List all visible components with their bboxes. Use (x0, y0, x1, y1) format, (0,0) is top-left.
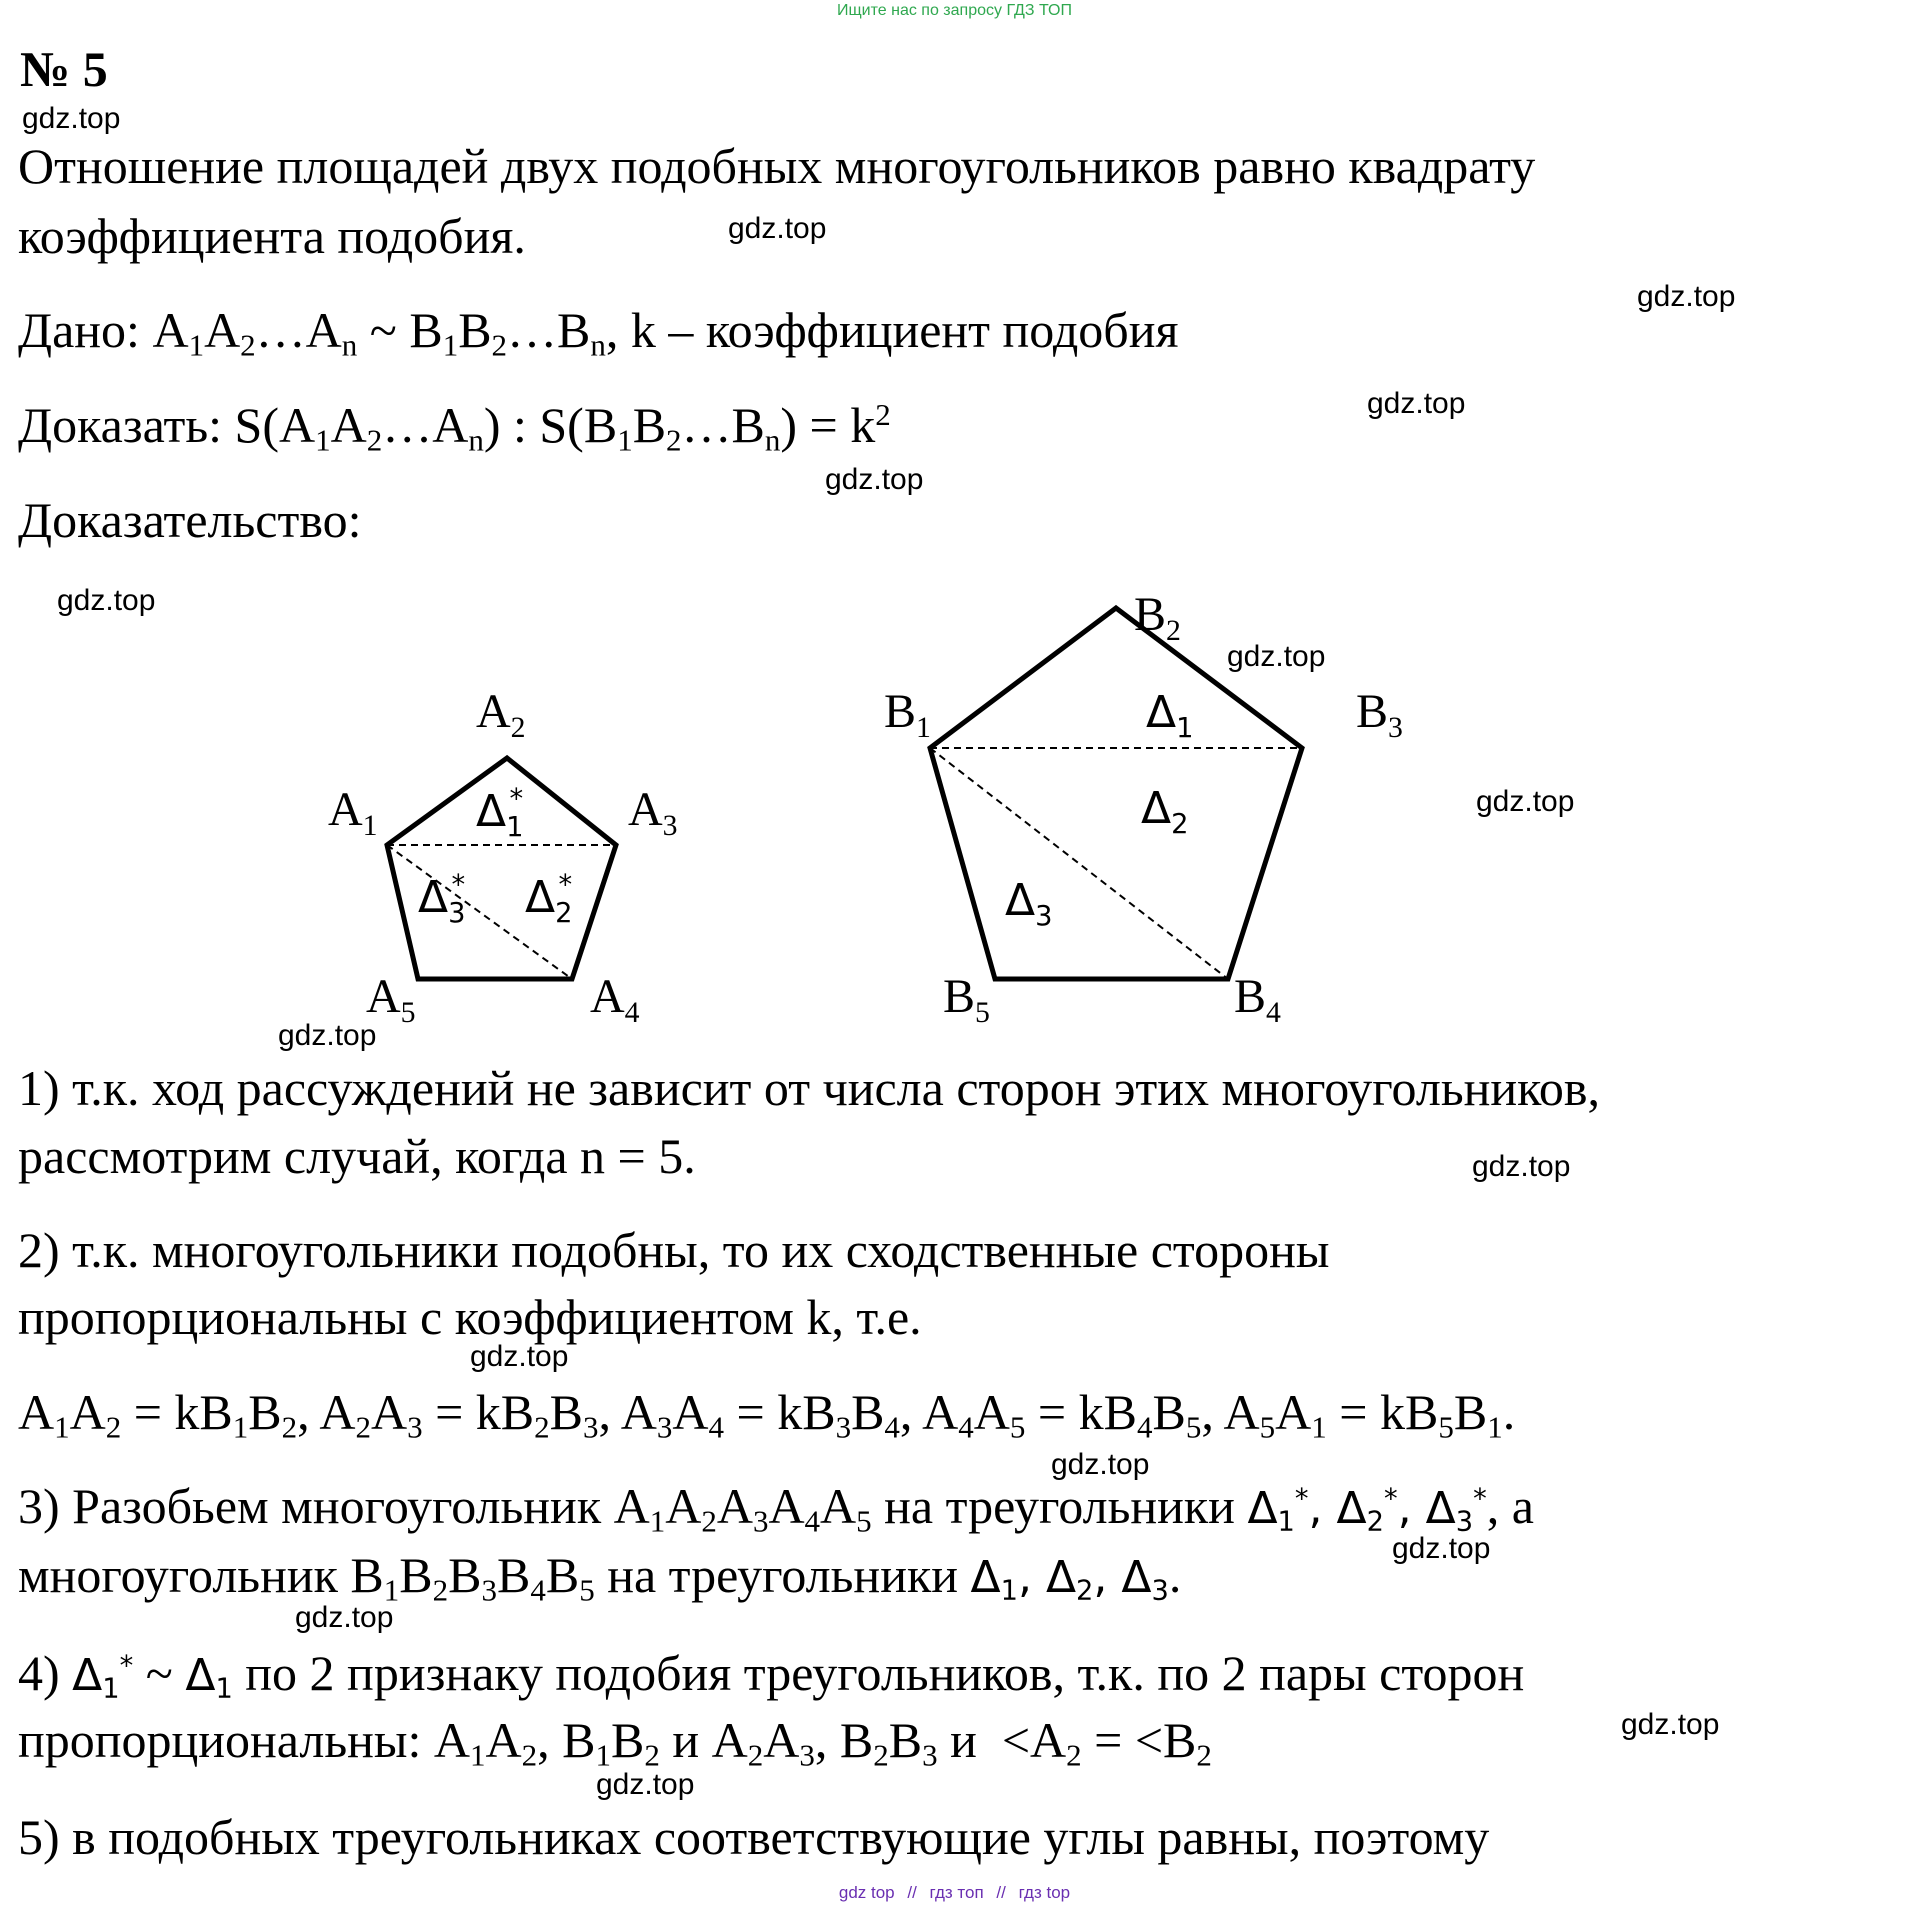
step-3-text-d: на треугольники (607, 1547, 958, 1603)
watermark: gdz.top (1367, 387, 1466, 420)
footer-separator: // (907, 1883, 917, 1902)
step-3-line-2: многоугольник $B_1B_2B_3B_4B_5$ на треугольники $\Delta_1$, $\Delta_2$, $\Delta_3$. (18, 1547, 1182, 1608)
sides-equation: $A_1A_2 = kB_1B_2$, $A_2A_3 = kB_2B_3$, $A_3A_4 = kB_3B_4$, $A_4A_5 = kB_4B_5$, $A_5A_1 = kB_5B_1$. (18, 1384, 1516, 1445)
watermark: gdz.top (57, 584, 156, 617)
label-a4: $A_4$ (590, 970, 640, 1029)
label-b3: $B_3$ (1356, 685, 1403, 744)
step-3-text-a: 3) Разобьем многоугольник (18, 1478, 602, 1534)
tri-large-3: $\Delta_3$ (1005, 875, 1053, 932)
label-b5: $B_5$ (943, 970, 990, 1029)
watermark: gdz.top (1621, 1708, 1720, 1741)
footer-separator: // (996, 1883, 1006, 1902)
prove-line: Доказать: $S(A_1A_2\dots A_n)$ : $S(B_1B_2\dots B_n) = k^2$ (18, 396, 891, 458)
footer-links (0, 1883, 1909, 1903)
watermark: gdz.top (825, 463, 924, 496)
step-2-line-2: пропорциональны с коэффициентом k, т.е. (18, 1289, 922, 1345)
label-a5: $A_5$ (366, 970, 416, 1029)
watermark: gdz.top (22, 102, 121, 135)
watermark: gdz.top (1476, 785, 1575, 818)
watermark: gdz.top (1051, 1448, 1150, 1481)
label-b2: $B_2$ (1134, 588, 1181, 647)
given-label: Дано: (18, 302, 140, 358)
watermark: gdz.top (1392, 1532, 1491, 1565)
watermark: gdz.top (1472, 1150, 1571, 1183)
top-banner: Ищите нас по запросу ГДЗ ТОП (837, 2, 1072, 19)
label-a3: $A_3$ (628, 783, 678, 842)
label-a2: $A_2$ (476, 685, 526, 744)
step-4-text-a: по 2 признаку подобия треугольников, т.к. по 2 пары сторон (245, 1645, 1525, 1701)
watermark: gdz.top (470, 1340, 569, 1373)
footer-link[interactable]: gdz top (838, 1883, 895, 1902)
watermark: gdz.top (278, 1019, 377, 1052)
step-1-line-1: 1) т.к. ход рассуждений не зависит от числа сторон этих многоугольников, (18, 1060, 1601, 1116)
pentagon-b (930, 608, 1302, 979)
step-4-line-1: 4) $\Delta_1^*$ ~ $\Delta_1$ по 2 признаку подобия треугольников, т.к. по 2 пары сторон (18, 1645, 1525, 1705)
label-b4: $B_4$ (1234, 970, 1281, 1029)
step-1-line-2: рассмотрим случай, когда n = 5. (18, 1128, 696, 1184)
footer-link[interactable]: гдз топ (929, 1883, 984, 1902)
watermark: gdz.top (596, 1768, 695, 1801)
step-4-line-2: пропорциональны: $A_1A_2$, $B_1B_2$ и $A_2A_3$, $B_2B_3$ $и <A_2 = <B_2$ (18, 1712, 1212, 1773)
tri-small-2: $\Delta_2*$ (525, 870, 573, 929)
watermark: gdz.top (295, 1601, 394, 1634)
given-rest: – коэффициент подобия (668, 302, 1179, 358)
prove-label: Доказать: (18, 397, 223, 453)
step-5-line-1: 5) в подобных треугольниках соответствующие углы равны, поэтому (18, 1809, 1490, 1865)
tri-small-3: $\Delta_3*$ (418, 870, 466, 929)
watermark: gdz.top (1227, 640, 1326, 673)
step-3-line-1: 3) Разобьем многоугольник $A_1A_2A_3A_4A_5$ на треугольники $\Delta_1^*$, $\Delta_2^*$, $\Delta_3^*$, а (18, 1478, 1534, 1539)
problem-number: № 5 (20, 41, 108, 97)
step-3-text-c: многоугольник (18, 1547, 338, 1603)
step-4-text-b: пропорциональны: (18, 1712, 422, 1768)
theorem-line-1: Отношение площадей двух подобных многоугольников равно квадрату (18, 138, 1536, 194)
theorem-line-2: коэффициента подобия. (18, 208, 526, 264)
given-line: Дано: $A_1A_2\dots A_n$ ~ $B_1B_2\dots B_n$, k – коэффициент подобия (18, 302, 1179, 363)
diagonal-b1b4 (930, 748, 1228, 979)
step-3-text-b: на треугольники (884, 1478, 1235, 1534)
footer-link[interactable]: гдз top (1018, 1883, 1071, 1902)
label-a1: $A_1$ (328, 783, 378, 842)
step-2-line-1: 2) т.к. многоугольники подобны, то их сходственные стороны (18, 1222, 1330, 1278)
proof-label: Доказательство: (18, 492, 362, 548)
tri-large-2: $\Delta_2$ (1141, 783, 1189, 840)
label-b1: $B_1$ (884, 685, 931, 744)
tri-large-1: $\Delta_1$ (1146, 687, 1194, 744)
tri-small-1: $\Delta_1*$ (476, 784, 524, 843)
watermark: gdz.top (1637, 280, 1736, 313)
watermark: gdz.top (728, 212, 827, 245)
